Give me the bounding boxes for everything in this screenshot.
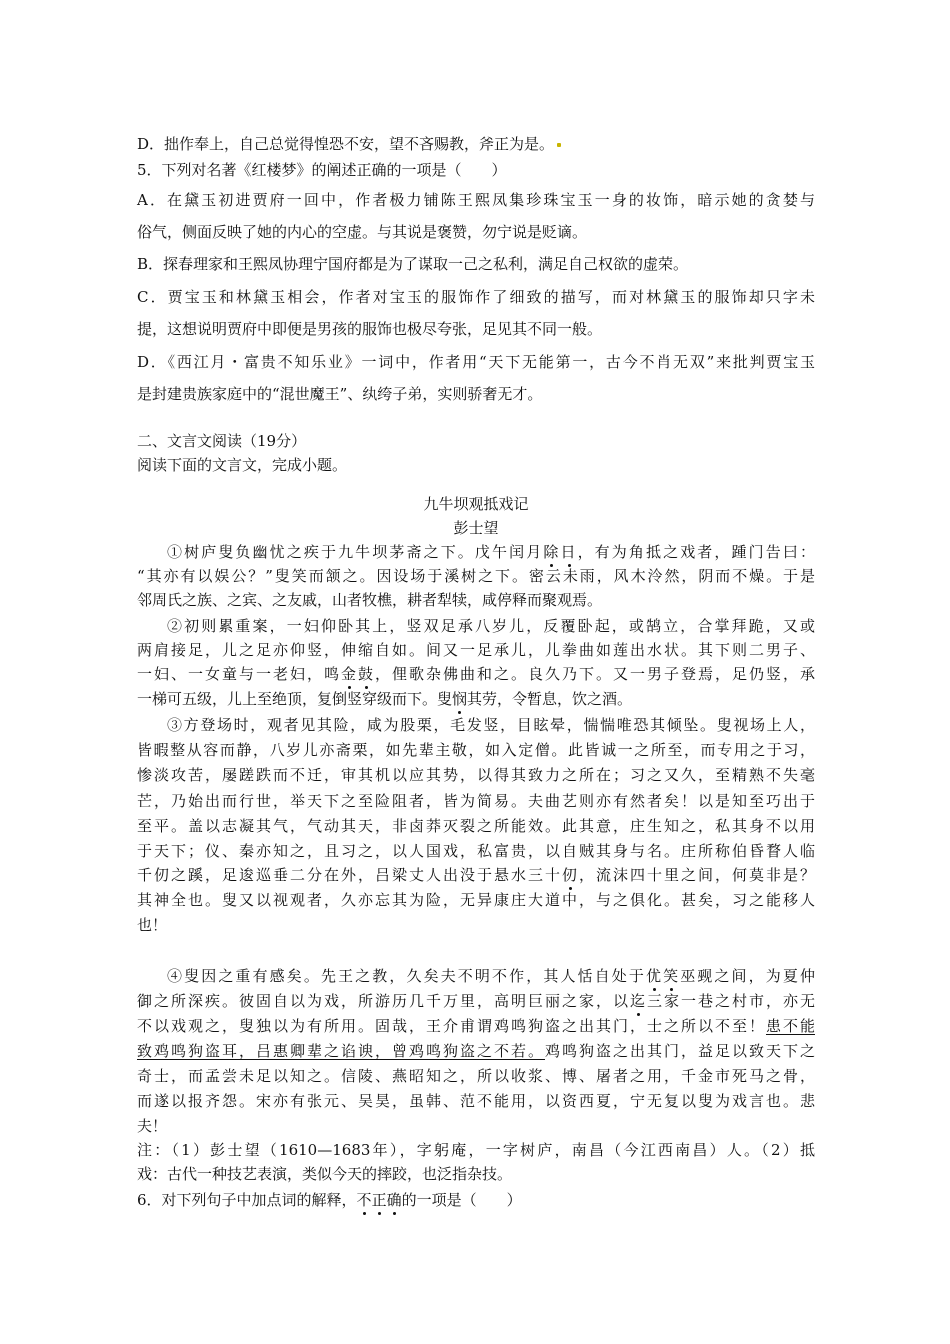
para4-text-g: 不以戏观之，叟独以为有所用。固哉，王介甫谓鸡鸣狗盗之出其门，士之所以不至！	[137, 1017, 766, 1035]
notes-line1: 注：（1）彭士望（1610—1683年），字躬庵，一字树庐，南昌（今江西南昌）人。（2）抵	[137, 1141, 815, 1159]
notes-line2: 戏：古代一种技艺表演，类似今天的摔跤，也泛指杂技。	[137, 1165, 513, 1183]
para4-text-d: 御之所深疾。彼固自以为戏，所游历几千万里，高明巨丽之家，以	[137, 992, 630, 1010]
section-instruction: 阅读下面的文言文，完成小题。	[137, 456, 348, 474]
q5-option-d-line2: 是封建贵族家庭中的“混世魔王”、纨绔子弟，实则骄奢无才。	[137, 385, 543, 403]
para4-line1	[167, 965, 815, 987]
para4-text-c: 巫觋之间，为夏仲	[680, 967, 815, 985]
dotted-word-ren: 仞	[561, 866, 579, 884]
para3-text-c: ，流沫四十里之间，何莫非是？	[578, 866, 815, 884]
q5-option-c-line1: C．贾宝玉和林黛玉相会，作者对宝玉的服饰作了细致的描写，而对林黛玉的服饰却只字未	[137, 288, 815, 306]
para4-line2	[137, 990, 815, 1012]
para4-text-a: ④叟因之重有感矣。先王之教，久矣夫不明不作，其人恬自处于	[167, 967, 646, 985]
dotted-char: 鼓	[357, 665, 375, 683]
passage-author: 彭士望	[453, 519, 499, 537]
highlight-mark	[557, 143, 561, 147]
underlined-sentence-part2: 致鸡鸣狗盗耳，吕惠卿辈之谄谀，曾鸡鸣狗盗之不若。	[137, 1042, 545, 1060]
dotted-word-youxiao	[646, 967, 680, 985]
para4-text-f: 三家一巷之村市，亦无	[646, 992, 815, 1010]
q4-option-d	[137, 133, 815, 155]
para3-text-a: 千仞之蹊，足逡巡垂二分在外，吕梁丈人出没于悬水三十	[137, 866, 562, 884]
para3-line4: 芒，乃始出而行世，举天下之至险阻者，皆为简易。夫曲艺则亦有然者矣！以是知至巧出于	[137, 792, 815, 810]
para2-text-c: ，俚歌杂佛曲和之。良久乃下。又一男子登焉，足仍竖，承	[374, 665, 815, 683]
para4-line3	[137, 1015, 815, 1037]
para2-text-e: 其劳，令暂息，饮之酒。	[467, 690, 633, 708]
para4-line7: 夫！	[137, 1117, 168, 1135]
q5-option-c-line2: 提，这想说明贾府中即便是男孩的服饰也极尽夸张，足见其不同一般。	[137, 320, 603, 338]
q5-stem: 5．下列对名著《红楼梦》的阐述正确的一项是（ ）	[137, 161, 507, 179]
para3-line5: 至平。盖以志凝其气，气动其天，非卤莽灭裂之所能效。此其意，庄生知之，私其身不以用	[137, 817, 815, 835]
dotted-char: 优	[645, 967, 664, 985]
dotted-word-jingu	[341, 665, 375, 683]
dotted-word-qi: 迄	[629, 992, 647, 1010]
para1-text-a: ①树庐叟负幽忧之疾于九牛坝茅斋之下。戊午闰月	[167, 543, 544, 561]
para2-line3	[137, 663, 815, 685]
dotted-word-chuyi	[543, 543, 577, 561]
dotted-char: 金	[340, 665, 358, 683]
para1-line3: 邻周氏之族、之宾、之友戚，山者牧樵，耕者犁犊，咸停释而聚观焉。	[137, 591, 603, 609]
dotted-char: 除	[543, 543, 561, 561]
para3-line6: 于天下；仪、秦亦知之，且习之，以人国戏，私富贵，以自贼其身与名。庄所称伯昏瞀人临	[137, 842, 815, 860]
q6-stem	[137, 1189, 815, 1211]
q5-option-b: B．探春理家和王熙凤协理宁国府都是为了谋取一己之私利，满足自己权欲的虚荣。	[137, 255, 689, 273]
para1-line1	[167, 541, 815, 563]
para3-line8: 其神全也。叟又以视观者，久亦忘其为险，无异康庄大道中，与之俱化。甚矣，习之能移人	[137, 891, 815, 909]
q5-option-a-line1: A．在黛玉初进贾府一回中，作者极力铺陈王熙凤集珍珠宝玉一身的妆饰，暗示她的贪婪与	[137, 191, 815, 209]
para3-line2: 皆暇整从容而静，八岁儿亦斋栗，如先辈主敬，如入定僧。此皆诚一之所至，而专用之于习，	[137, 741, 815, 759]
para3-line7	[137, 864, 815, 886]
para4-line6: 而遂以报齐怨。宋亦有张元、吴昊，虽韩、范不能用，以资西夏，宁无复以叟为戏言也。悲	[137, 1092, 815, 1110]
q4-option-d-text: D．拙作奉上，自己总觉得惶恐不安，望不吝赐教，斧正为是。	[137, 135, 555, 153]
q5-option-a-line2: 俗气，侧面反映了她的内心的空虚。与其说是褒赞，勿宁说是贬谪。	[137, 223, 588, 241]
dotted-char: 日	[560, 543, 578, 561]
section-heading: 二、文言文阅读（19分）	[137, 432, 307, 450]
para2-line1: ②初则累重案，一妇仰卧其上，竖双足承八岁儿，反覆卧起，或鹄立，合掌拜跪，又或	[167, 617, 815, 635]
para4-text-h: 鸡鸣狗盗之出其门，益足以致天下之	[544, 1042, 815, 1060]
underlined-sentence-part1: 患不能	[765, 1017, 815, 1035]
dotted-char: 不	[356, 1191, 372, 1209]
para3-line3: 惨淡攻苦，屡蹉跌而不迁，审其机以应其势，以得其致力之所在；习之又久，至精熟不失毫	[137, 766, 815, 784]
q5-option-d-line1: D．《西江月・富贵不知乐业》一词中，作者用“天下无能第一，古今不肖无双”来批判贾宝玉	[137, 353, 815, 371]
para4-line4	[137, 1040, 815, 1062]
para4-line5: 奇士，而孟尝未足以知之。信陵、燕昭知之，所以收浆、博、屠者之用，千金市死马之骨，	[137, 1067, 815, 1085]
para2-line2: 两肩接足，儿之足亦仰竖，伸缩自如。间又一足承儿，儿拳曲如莲出水状。其下则二男子、	[137, 641, 815, 659]
para3-line9: 也！	[137, 916, 168, 934]
para1-line2: “其亦有以娱公？”叟笑而颔之。因设场于溪树之下。密云未雨，风木泠然，阴而不燥。于是	[137, 567, 815, 585]
para2-text-a: 一妇、一女童与一老妇，鸣	[137, 665, 341, 683]
para1-text-c: ，有为角抵之戏者，踵门告曰：	[577, 543, 815, 561]
passage-title: 九牛坝观抵戏记	[423, 495, 529, 513]
para2-line4	[137, 688, 815, 710]
dotted-word-buzhengque	[357, 1191, 402, 1209]
dotted-char: 正	[371, 1191, 387, 1209]
dotted-char: 笑	[663, 967, 681, 985]
dotted-word-min: 悯	[452, 690, 468, 708]
q6-stem-a: 6．对下列句子中加点词的解释，	[137, 1191, 357, 1209]
dotted-char: 确	[386, 1191, 402, 1209]
para2-text-d: 一梯可五级，儿上至绝顶，复倒竖穿级而下。叟	[137, 690, 453, 708]
q6-stem-c: 的一项是（ ）	[401, 1191, 522, 1209]
para3-line1: ③方登场时，观者见其险，咸为股栗，毛发竖，目眩晕，惴惴唯恐其倾坠。叟视场上人，	[167, 716, 815, 734]
